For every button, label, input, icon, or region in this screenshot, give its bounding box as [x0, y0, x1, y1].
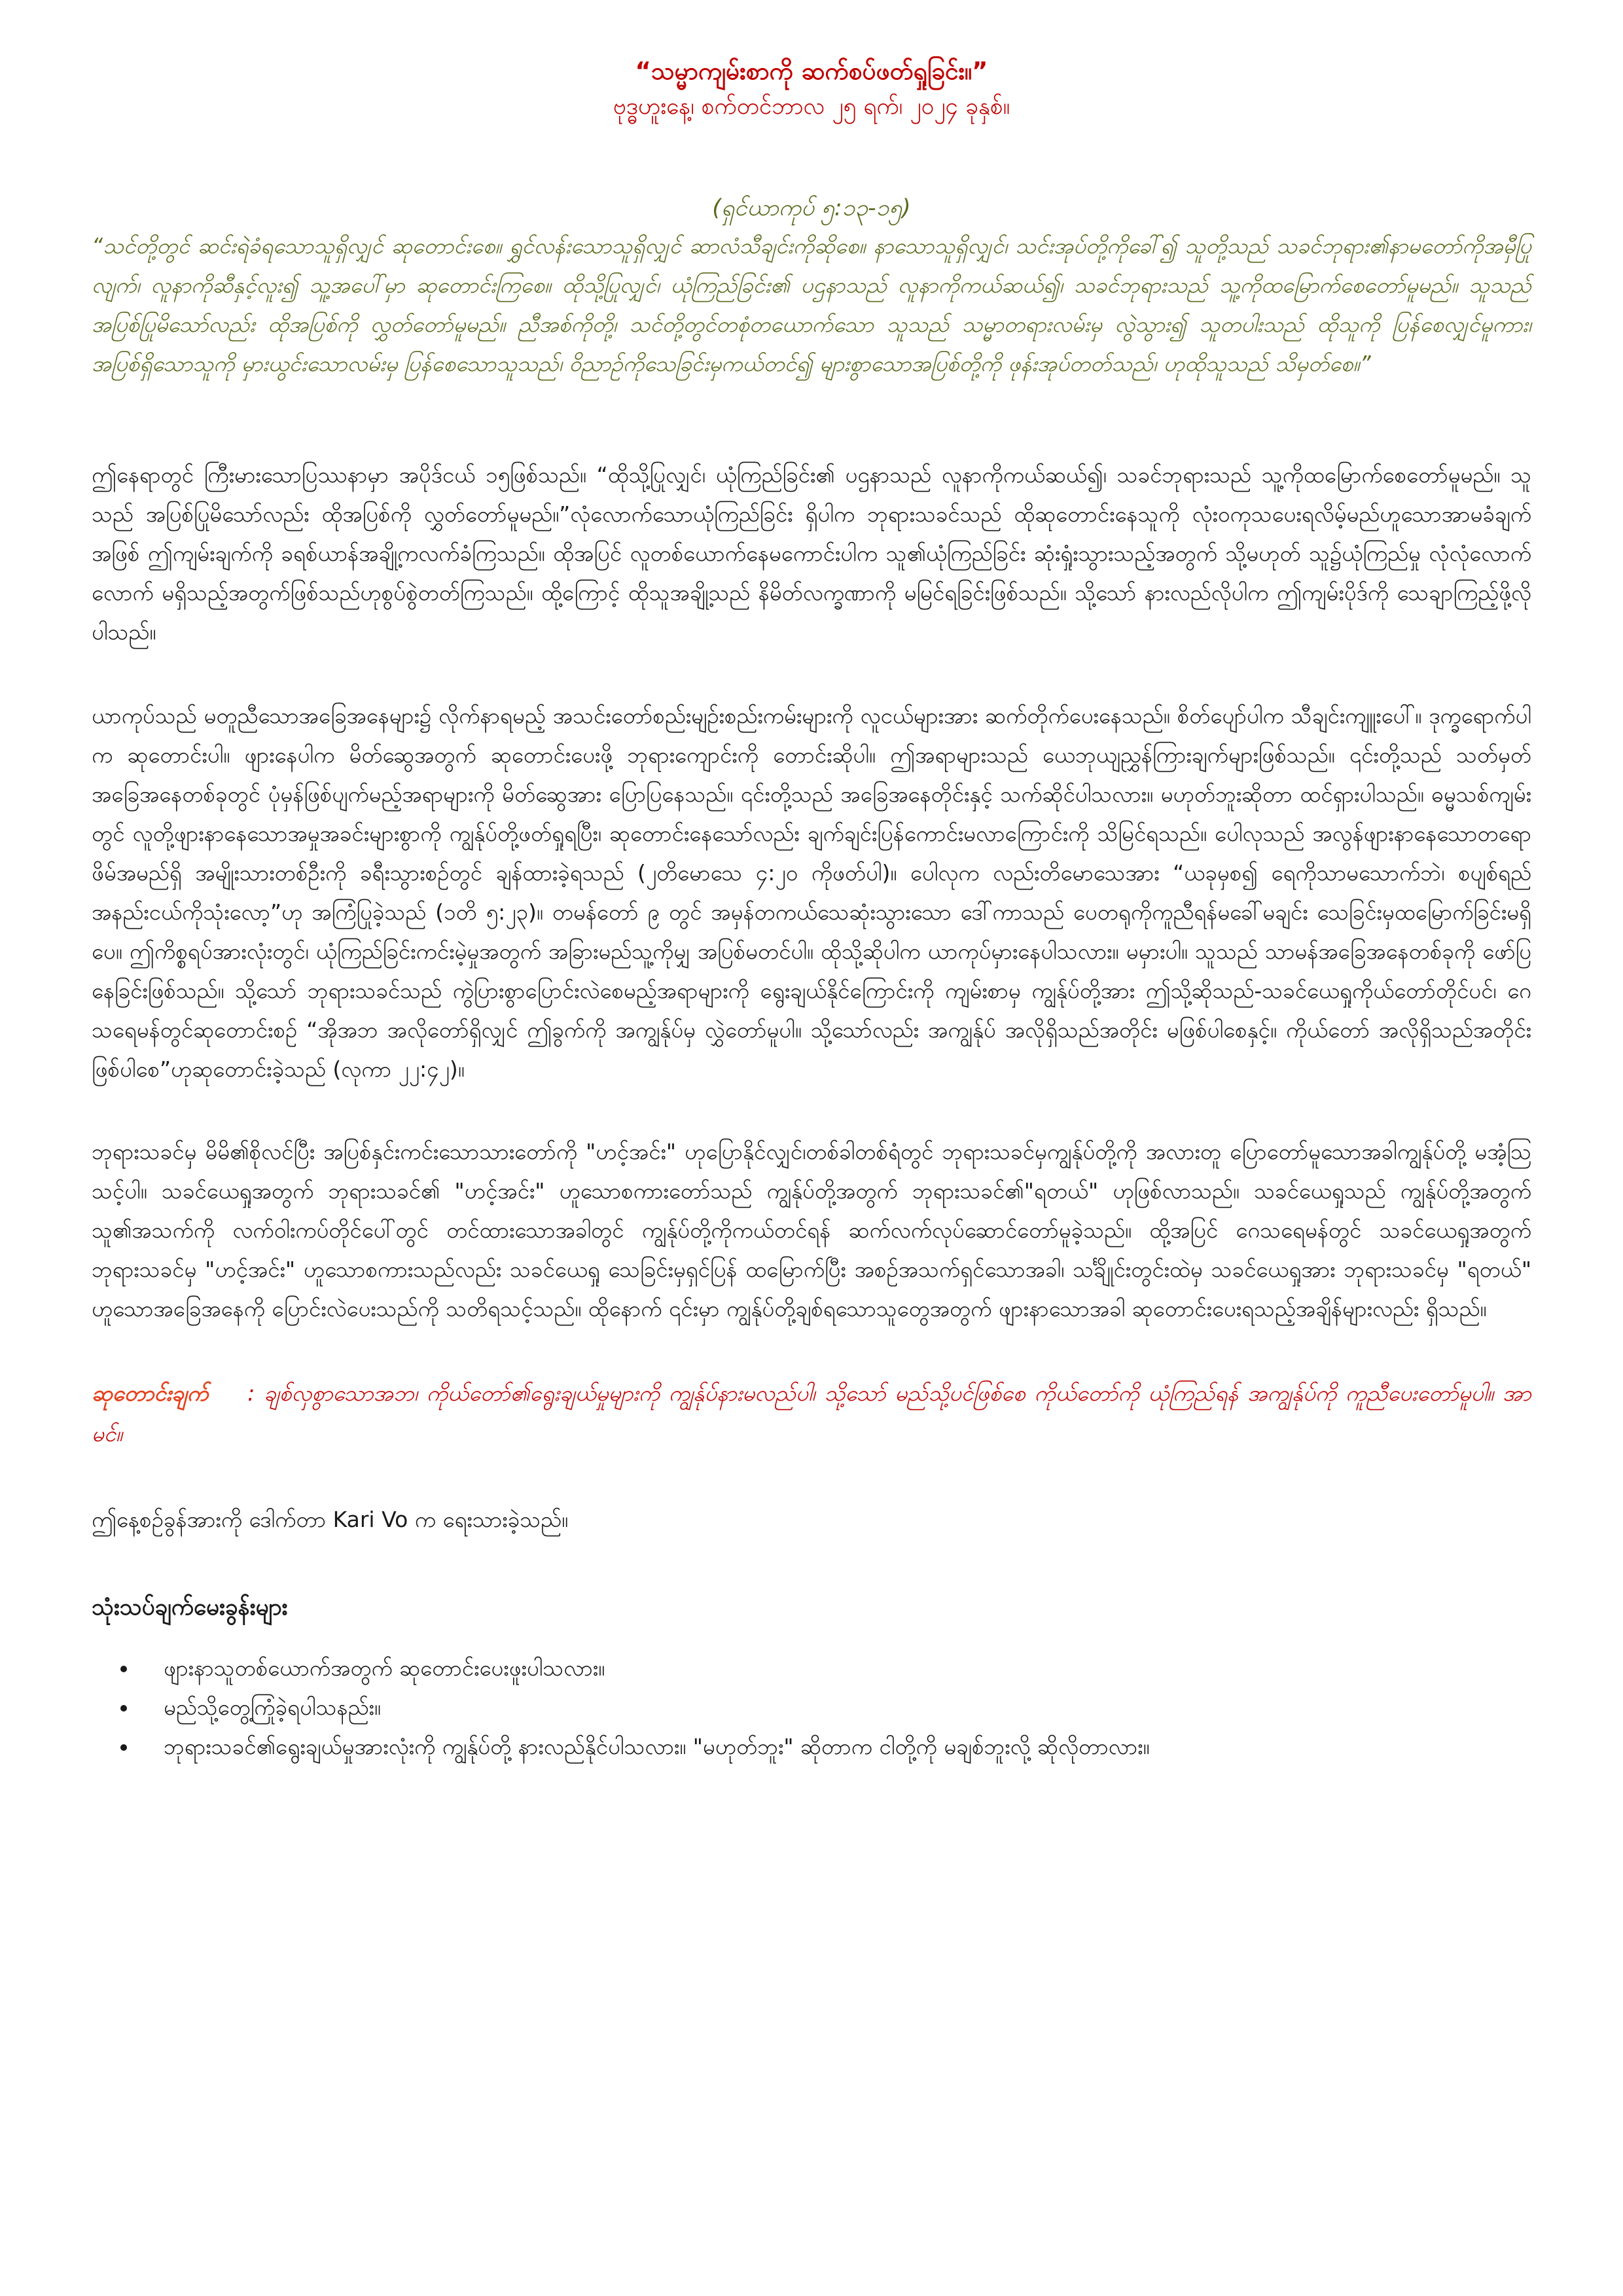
bullet-icon [120, 1666, 127, 1672]
questions-list [92, 1649, 1531, 1767]
prayer-text: : ချစ်လှစွာသောအဘ၊ ကိုယ်တော်၏ရွေးချယ်မှုများကို ကျွန်ုပ်နားမလည်ပါ၊ သို့သော် မည်သို့ပင်ဖြစ်စေ ကိုယ်တော်ကို ယုံကြည်ရန် အကျွန်ုပ်ကို ကူညီပေးတော်မူပါ။ အာမင်။ [92, 1380, 1531, 1446]
date-subtitle: ဗုဒ္ဓဟူးနေ့၊ စက်တင်ဘာလ ၂၅ ရက်၊ ၂၀၂၄ ခုနှစ်။ [613, 94, 1010, 120]
bullet-icon [120, 1744, 127, 1751]
body-paragraph-2: ယာကုပ်သည် မတူညီသောအခြေအနေများ၌ လိုက်နာရမည့် အသင်းတော်စည်းမျဉ်းစည်းကမ်းများကို လူငယ်များအား ဆက်တိုက်ပေးနေသည်။ စိတ်ပျော်ပါက သီချင်းကျူးပေါ်။ ဒုက္ခရောက်ပါက ဆုတောင်းပါ။ ဖျားနေပါက မိတ်ဆွေအတွက် ဆုတောင်းပေးဖို့ ဘုရားကျောင်းကို တောင်းဆိုပါ။ ဤအရာများသည် ယေဘုယျညွှန်ကြားချက်များဖြစ်သည်။ ၎င်းတို့သည် သတ်မှတ်အခြေအနေတစ်ခုတွင် ပုံမှန်ဖြစ်ပျက်မည့်အရာများကို မိတ်ဆွေအား ပြောပြနေသည်။ ၎င်းတို့သည် အခြေအနေတိုင်းနှင့် သက်ဆိုင်ပါသလား။ မဟုတ်ဘူးဆိုတာ ထင်ရှားပါသည်။ ဓမ္မသစ်ကျမ်းတွင် လူတို့ဖျားနာနေသောအမှုအခင်းများစွာကို ကျွန်ုပ်တို့ဖတ်ရှုရပြီး၊ ဆုတောင်းနေသော်လည်း ချက်ချင်းပြန်ကောင်းမလာကြောင်းကို သိမြင်ရသည်။ ပေါလုသည် အလွန်ဖျားနာနေသောတရောဖိမ်အမည်ရှိ အမျိုးသားတစ်ဦးကို ခရီးသွားစဉ်တွင် ချန်ထားခဲ့ရသည် (၂တိမောသေ ၄:၂၀ ကိုဖတ်ပါ)။ ပေါလုက လည်းတိမောသေအား “ယခုမှစ၍ ရေကိုသာမသောက်ဘဲ၊ စပျစ်ရည်အနည်းငယ်ကိုသုံးလော့”ဟု အကြံပြုခဲ့သည် (၁တိ ၅:၂၃)။ တမန်တော် ၉ တွင် အမှန်တကယ်သေဆုံးသွားသော ဒေါ်ကာသည် ပေတရုကိုကူညီရန်မခေါ်မချင်း သေခြင်းမှထမြောက်ခြင်းမရှိပေ။ ဤကိစ္စရပ်အားလုံးတွင်၊ ယုံကြည်ခြင်းကင်းမဲ့မှုအတွက် အခြားမည်သူ့ကိုမျှ အပြစ်မတင်ပါ။ ထိုသို့ဆိုပါက ယာကုပ်မှားနေပါသလား။ မမှားပါ။ သူသည် သာမန်အခြေအနေတစ်ခုကို ဖော်ပြနေခြင်းဖြစ်သည်။ သို့သော် ဘုရားသခင်သည် ကွဲပြားစွာပြောင်းလဲစေမည့်အရာများကို ရွေးချယ်နိုင်ကြောင်းကို ကျမ်းစာမှ ကျွန်ုပ်တို့အား ဤသို့ဆိုသည်-သခင်ယေရှုကိုယ်တော်တိုင်ပင်၊ ဂေသရေမန်တွင်ဆုတောင်းစဉ် “အိုအဘ အလိုတော်ရှိလျှင် ဤခွက်ကို အကျွန်ုပ်မှ လွှဲတော်မူပါ။ သို့သော်လည်း အကျွန်ုပ် အလိုရှိသည်အတိုင်း မဖြစ်ပါစေနှင့်။ ကိုယ်တော် အလိုရှိသည်အတိုင်း ဖြစ်ပါစေ”ဟုဆုတောင်းခဲ့သည် (လုကာ ၂၂:၄၂)။ [92, 703, 1531, 1082]
body-paragraph-1: ဤနေရာတွင် ကြီးမားသောပြဿနာမှာ အပိုဒ်ငယ် ၁၅ဖြစ်သည်။ “ထိုသို့ပြုလျှင်၊ ယုံကြည်ခြင်း၏ ပဌနာသည် လူနာကိုကယ်ဆယ်၍၊ သခင်ဘုရားသည် သူ့ကိုထမြောက်စေတော်မူမည်။ သူသည် အပြစ်ပြုမိသော်လည်း ထိုအပြစ်ကို လွှတ်တော်မူမည်။”လုံလောက်သောယုံကြည်ခြင်း ရှိပါက ဘုရားသခင်သည် ထိုဆုတောင်းနေသူကို လုံးဝကုသပေးရလိမ့်မည်ဟူသောအာမခံချက်အဖြစ် ဤကျမ်းချက်ကို ခရစ်ယာန်အချို့ကလက်ခံကြသည်။ ထိုအပြင် လူတစ်ယောက်နေမကောင်းပါက သူ၏ယုံကြည်ခြင်း ဆုံးရှုံးသွားသည့်အတွက် သို့မဟုတ် သူ၌ယုံကြည်မှု လုံလုံလောက်လောက် မရှိသည့်အတွက်ဖြစ်သည်ဟုစွပ်စွဲတတ်ကြသည်။ ထို့ကြောင့် ထိုသူအချို့သည် နိမိတ်လက္ခဏာကို မမြင်ရခြင်းဖြစ်သည်။ သို့သော် နားလည်လိုပါက ဤကျမ်းပိုဒ်ကို သေချာကြည့်ဖို့လိုပါသည်။ [92, 462, 1531, 645]
list-item [92, 1688, 1531, 1727]
page-title: “သမ္မာကျမ်းစာကို ဆက်စပ်ဖတ်ရှုခြင်း။” [635, 57, 988, 85]
question-text: ဘုရားသခင်၏ရွေးချယ်မှုအားလုံးကို ကျွန်ုပ်တို့ နားလည်နိုင်ပါသလား။ "မဟုတ်ဘူး" ဆိုတာက ငါတို့ကို မချစ်ဘူးလို့ ဆိုလိုတာလား။ [164, 1734, 1150, 1759]
question-text: မည်သို့တွေ့ကြုံခဲ့ရပါသနည်း။ [164, 1695, 381, 1720]
prayer-label: ဆုတောင်းချက် [92, 1380, 209, 1406]
scripture-text: “သင်တို့တွင် ဆင်းရဲခံရသောသူရှိလျှင် ဆုတောင်းစေ။ ရွှင်လန်းသောသူရှိလျှင် ဆာလံသီချင်းကိုဆိုစေ။ နာသောသူရှိလျှင်၊ သင်းအုပ်တို့ကိုခေါ်၍ သူတို့သည် သခင်ဘုရား၏နာမတော်ကိုအမှီပြုလျက်၊ လူနာကိုဆီနှင့်လူး၍ သူ့အပေါ်မှာ ဆုတောင်းကြစေ။ ထိုသို့ပြုလျှင်၊ ယုံကြည်ခြင်း၏ ပဌနာသည် လူနာကိုကယ်ဆယ်၍၊ သခင်ဘုရားသည် သူ့ကိုထမြောက်စေတော်မူမည်။ သူသည် အပြစ်ပြုမိသော်လည်း ထိုအပြစ်ကို လွှတ်တော်မူမည်။ ညီအစ်ကိုတို့၊ သင်တို့တွင်တစုံတယောက်သော သူသည် သမ္မာတရားလမ်းမှ လွဲသွား၍ သူတပါးသည် ထိုသူကို ပြန်စေလျှင်မူကား၊ အပြစ်ရှိသောသူကို မှားယွင်းသောလမ်းမှ ပြန်စေသောသူသည်၊ ဝိညာဉ်ကိုသေခြင်းမှကယ်တင်၍ များစွာသောအပြစ်တို့ကို ဖုန်းအုပ်တတ်သည်၊ ဟုထိုသူသည် သိမှတ်စေ။” [92, 233, 1531, 376]
list-item [92, 1727, 1531, 1767]
question-text: ဖျားနာသူတစ်ယောက်အတွက် ဆုတောင်းပေးဖူးပါသလား။ [164, 1655, 605, 1681]
scripture-reference: (ရှင်ယာကုပ် ၅:၁၃-၁၅) [712, 195, 911, 221]
prayer-block [92, 1373, 1531, 1454]
devotional-page [92, 54, 1531, 1767]
bullet-icon [120, 1705, 127, 1712]
author-line: ဤနေ့စဉ်ခွန်အားကို ဒေါက်တာ Kari Vo က ရေးသားခဲ့သည်။ [92, 1507, 569, 1532]
list-item [92, 1649, 1531, 1688]
questions-heading: သုံးသပ်ချက်မေးခွန်းများ [92, 1594, 288, 1621]
body-paragraph-3: ဘုရားသခင်မှ မိမိ၏စိုလင်ပြီး အပြစ်နှင်းကင်းသောသားတော်ကို "ဟင့်အင်း" ဟုပြောနိုင်လျှင်၊တစ်ခါတစ်ရံတွင် ဘုရားသခင်မှကျွန်ုပ်တို့ကို အလားတူ ပြောတော်မူသောအခါကျွန်ုပ်တို့ မအံ့သြသင့်ပါ။ သခင်ယေရှုအတွက် ဘုရားသခင်၏ "ဟင့်အင်း" ဟူသောစကားတော်သည် ကျွန်ုပ်တို့အတွက် ဘုရားသခင်၏"ရတယ်" ဟုဖြစ်လာသည်။ သခင်ယေရှုသည် ကျွန်ုပ်တို့အတွက်သူ၏အသက်ကို လက်ဝါးကပ်တိုင်ပေါ်တွင် တင်ထားသောအခါတွင် ကျွန်ုပ်တို့ကိုကယ်တင်ရန် ဆက်လက်လုပ်ဆောင်တော်မူခဲ့သည်။ ထို့အပြင် ဂေသရေမန်တွင် သခင်ယေရှုအတွက် ဘုရားသခင်မှ "ဟင့်အင်း" ဟူသောစကားသည်လည်း သခင်ယေရှု သေခြင်းမှရှင်ပြန် ထမြောက်ပြီး အစဉ်အသက်ရှင်သောအခါ၊ သင်္ချိုင်းတွင်းထဲမှ သခင်ယေရှုအား ဘုရားသခင်မှ "ရတယ်" ဟူသောအခြေအနေကို ပြောင်းလဲပေးသည်ကို သတိရသင့်သည်။ ထိုနောက် ၎င်းမှာ ကျွန်ုပ်တို့ချစ်ရသောသူတွေအတွက် ဖျားနာသောအခါ ဆုတောင်းပေးရသည့်အချိန်များလည်း ရှိသည်။ [92, 1139, 1531, 1321]
